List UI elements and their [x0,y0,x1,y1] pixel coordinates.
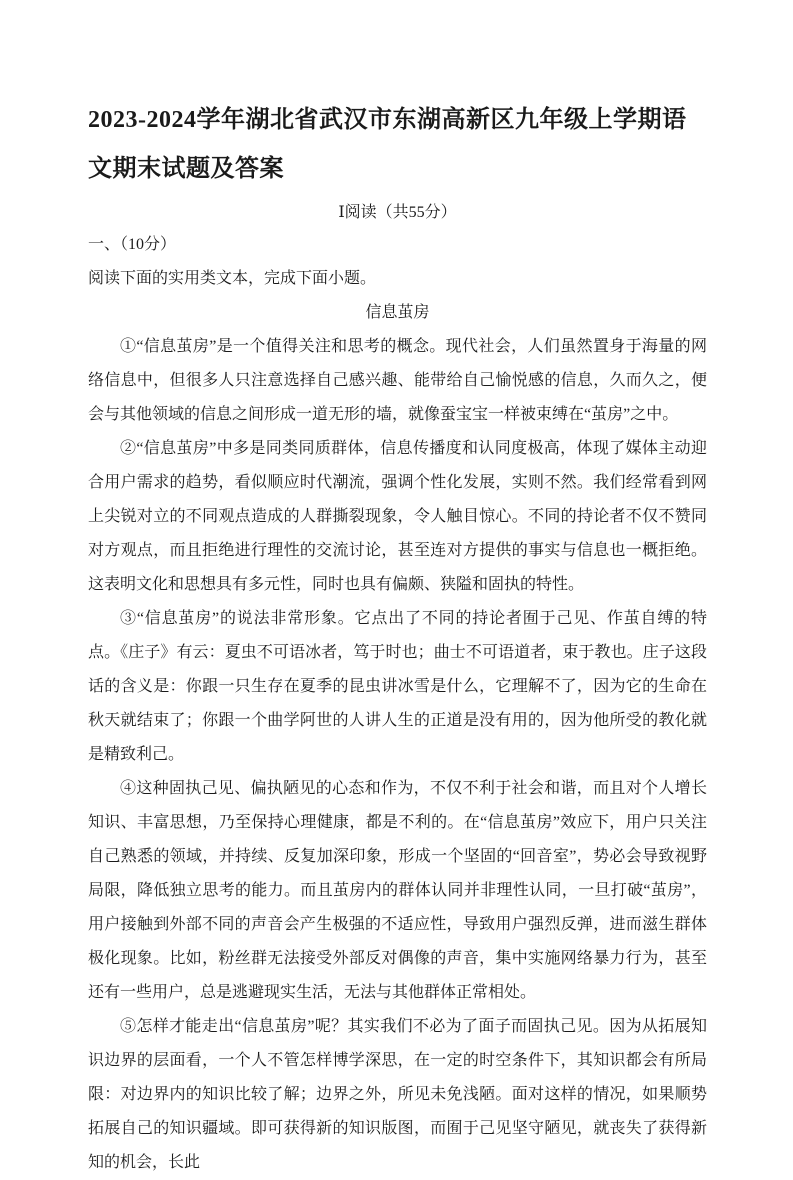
passage-paragraph-1: ①“信息茧房”是一个值得关注和思考的概念。现代社会，人们虽然置身于海量的网络信息中，但很多人只注意选择自己感兴趣、能带给自己愉悦感的信息，久而久之，便会与其他领域的信息之间形成一道无形的墙，就像蚕宝宝一样被束缚在“茧房”之中。 [88,338,707,423]
instruction-text: 阅读下面的实用类文本，完成下面小题。 [88,270,377,287]
passage-paragraph-4: ④这种固执己见、偏执陋见的心态和作为，不仅不利于社会和谐，而且对个人增长知识、丰富思想，乃至保持心理健康，都是不利的。在“信息茧房”效应下，用户只关注自己熟悉的领域，并持续、反复加深印象，形成一个坚固的“回音室”，势必会导致视野局限，降低独立思考的能力。而且茧房内的群体认同并非理性认同，一旦打破“茧房”，用户接触到外部不同的声音会产生极强的不适应性，导致用户强烈反弹，进而滋生群体极化现象。比如，粉丝群无法接受外部反对偶像的声音，集中实施网络暴力行为，甚至还有一些用户，总是逃避现实生活，无法与其他群体正常相处。 [88,780,707,1001]
passage-paragraph-5: ⑤怎样才能走出“信息茧房”呢？其实我们不必为了面子而固执己见。因为从拓展知识边界的层面看，一个人不管怎样博学深思，在一定的时空条件下，其知识都会有所局限：对边界内的知识比较了解；边界之外，所见未免浅陋。面对这样的情况，如果顺势拓展自己的知识疆域。即可获得新的知识版图，而囿于己见坚守陋见，就丧失了获得新知的机会，长此 [88,1018,707,1171]
passage-title: 信息茧房 [365,304,430,321]
document-title: 2023-2024学年湖北省武汉市东湖高新区九年级上学期语文期末试题及答案 [88,107,687,182]
passage-paragraph-3: ③“信息茧房”的说法非常形象。它点出了不同的持论者囿于己见、作茧自缚的特点。《庄子》有云：夏虫不可语冰者，笃于时也；曲士不可语道者，束于教也。庄子这段话的含义是：你跟一只生存在夏季的昆虫讲冰雪是什么，它理解不了，因为它的生命在秋天就结束了；你跟一个曲学阿世的人讲人生的正道是没有用的，因为他所受的教化就是精致利己。 [88,610,707,763]
section-heading: Ⅰ阅读（共55分） [338,204,457,221]
passage-paragraph-2: ②“信息茧房”中多是同类同质群体，信息传播度和认同度极高，体现了媒体主动迎合用户需求的趋势，看似顺应时代潮流，强调个性化发展，实则不然。我们经常看到网上尖锐对立的不同观点造成的人群撕裂现象，令人触目惊心。不同的持论者不仅不赞同对方观点，而且拒绝进行理性的交流讨论，甚至连对方提供的事实与信息也一概拒绝。这表明文化和思想具有多元性，同时也具有偏颇、狭隘和固执的特性。 [88,440,707,593]
question-number: 一、（10分） [88,236,177,253]
